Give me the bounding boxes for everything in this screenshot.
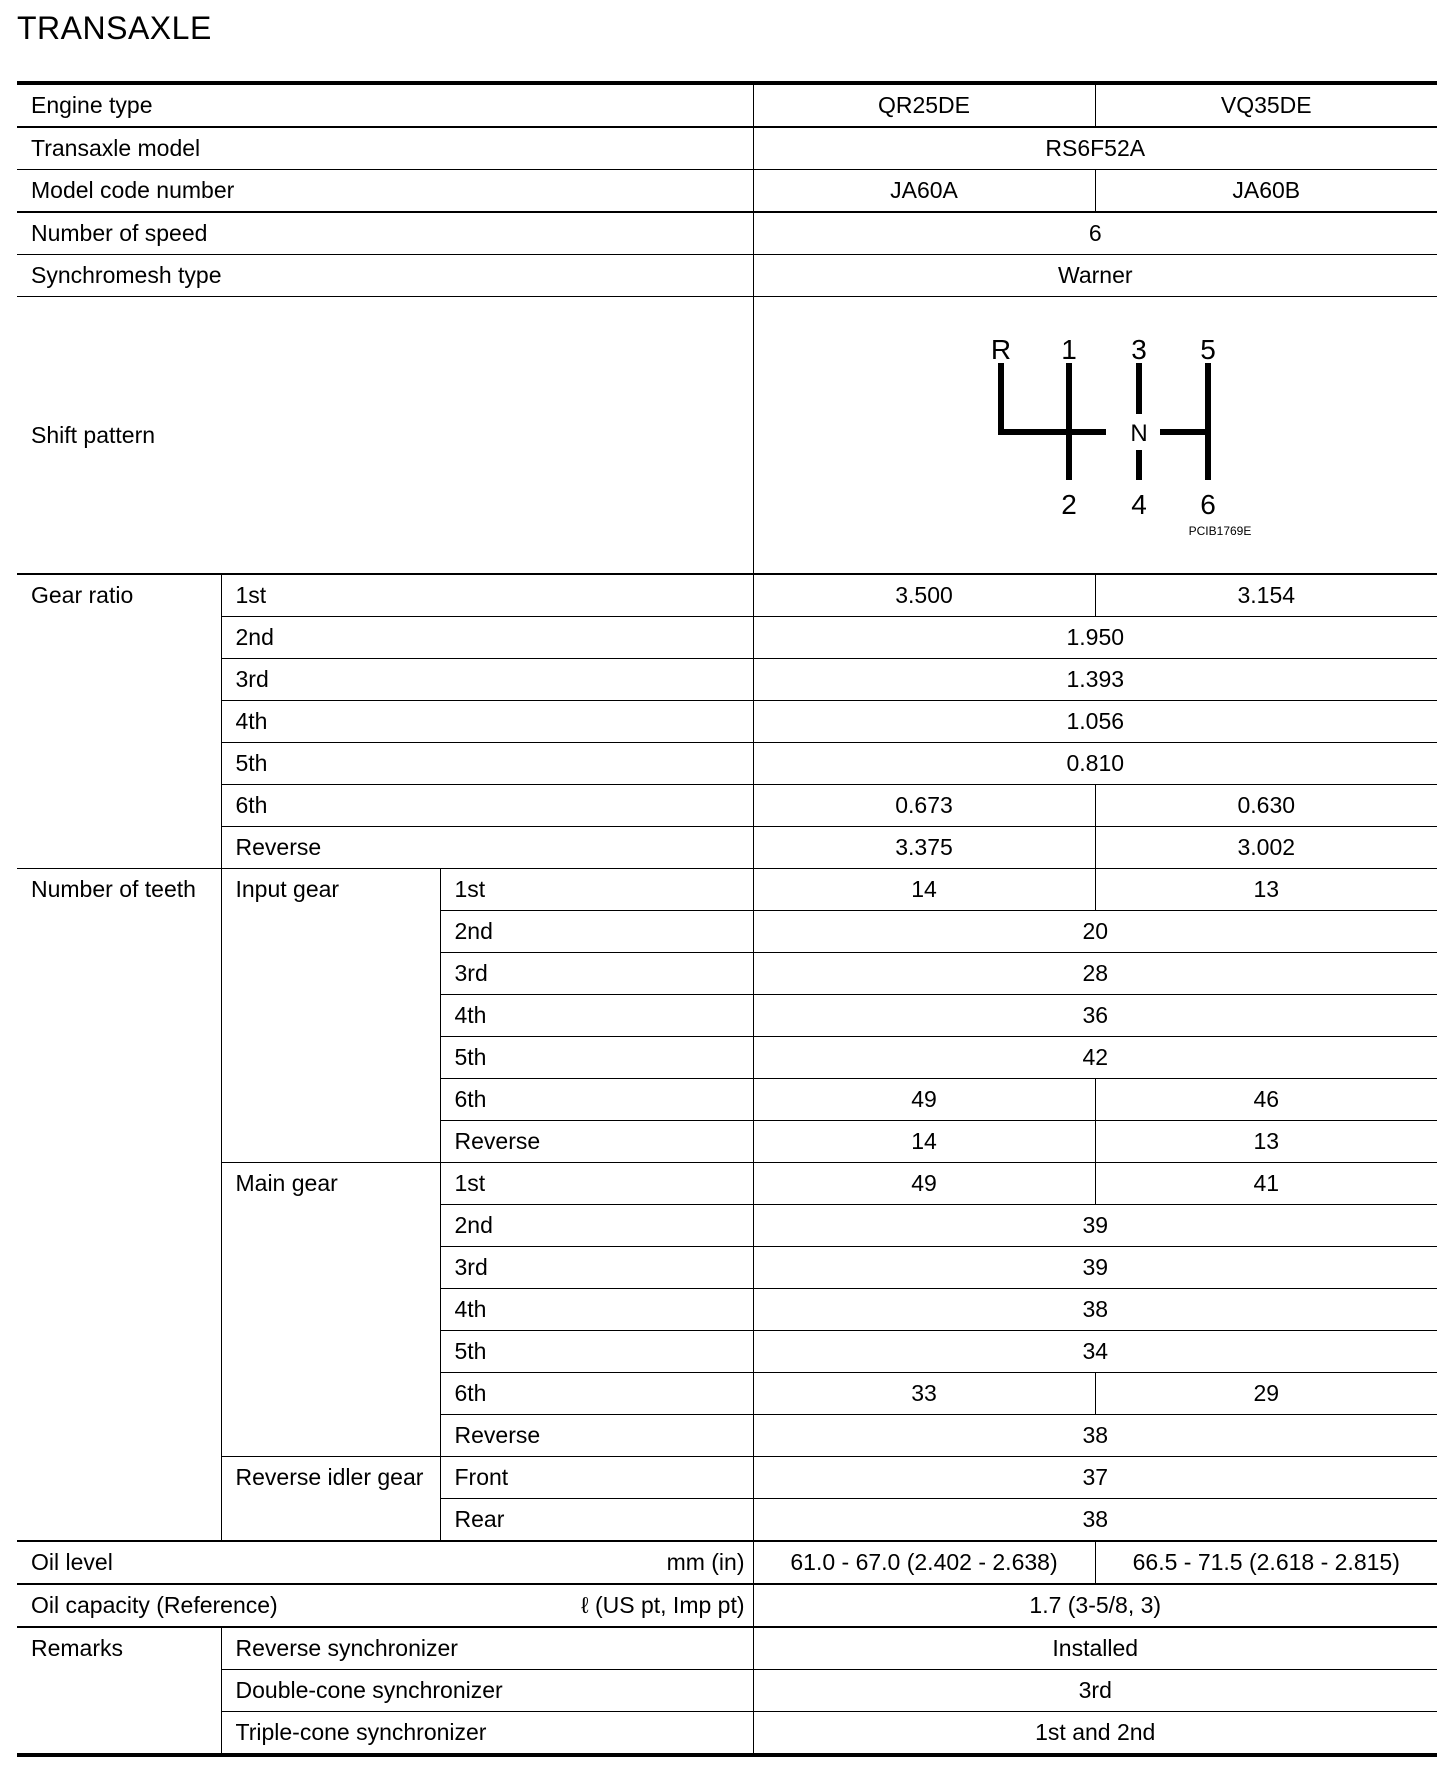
teeth-row [17, 869, 1437, 911]
value-vq35de: JA60B [1095, 170, 1437, 213]
neutral-label: N [1129, 420, 1148, 447]
remarks-label: Remarks [17, 1627, 221, 1755]
remark-item: Triple-cone synchronizer [221, 1712, 753, 1756]
value-common: 34 [753, 1331, 1437, 1373]
gear-ratio-row [17, 827, 1437, 869]
gear-label-top: 1 [1060, 334, 1077, 365]
gear-label-top: 5 [1199, 334, 1216, 365]
value-common: 6 [753, 212, 1437, 255]
gear-name: 6th [221, 785, 753, 827]
row-label: Oil capacity (Reference) [31, 1592, 278, 1618]
gear-name: 2nd [440, 1205, 753, 1247]
value-common: 1.950 [753, 617, 1437, 659]
value-common: 39 [753, 1247, 1437, 1289]
value-common: 1.7 (3-5/8, 3) [753, 1584, 1437, 1627]
value-common: 1.393 [753, 659, 1437, 701]
gear-name: Front [440, 1457, 753, 1499]
value-vq35de: 46 [1095, 1079, 1437, 1121]
value-vq35de: 3.002 [1095, 827, 1437, 869]
number-of-speed-row [17, 212, 1437, 255]
value-common: Warner [753, 255, 1437, 297]
gear-name: 5th [440, 1037, 753, 1079]
row-label: Transaxle model [17, 127, 753, 170]
oil-capacity-label-cell [17, 1584, 753, 1627]
teeth-row [17, 1163, 1437, 1205]
remark-value: 1st and 2nd [753, 1712, 1437, 1756]
value-vq35de: 66.5 - 71.5 (2.618 - 2.815) [1095, 1541, 1437, 1584]
gear-name: Reverse [440, 1121, 753, 1163]
value-common: 36 [753, 995, 1437, 1037]
gear-name: 6th [440, 1079, 753, 1121]
value-common: RS6F52A [753, 127, 1437, 170]
gear-label-bottom: 2 [1060, 489, 1077, 520]
value-qr25de: JA60A [753, 170, 1095, 213]
value-common: 37 [753, 1457, 1437, 1499]
gear-name: Reverse [221, 827, 753, 869]
value-qr25de: 49 [753, 1079, 1095, 1121]
value-qr25de: 14 [753, 1121, 1095, 1163]
value-qr25de: 3.375 [753, 827, 1095, 869]
gear-name: 4th [440, 995, 753, 1037]
gear-ratio-label: Gear ratio [17, 574, 221, 869]
value-qr25de: 14 [753, 869, 1095, 911]
value-qr25de: 33 [753, 1373, 1095, 1415]
transaxle-model-row [17, 127, 1437, 170]
value-common: 0.810 [753, 743, 1437, 785]
value-vq35de: VQ35DE [1095, 83, 1437, 127]
remark-item: Reverse synchronizer [221, 1627, 753, 1670]
value-vq35de: 13 [1095, 869, 1437, 911]
gear-label-bottom: 4 [1130, 489, 1147, 520]
value-vq35de: 29 [1095, 1373, 1437, 1415]
input-gear-label: Input gear [221, 869, 440, 1163]
value-common: 38 [753, 1415, 1437, 1457]
unit-label: mm (in) [666, 1549, 745, 1575]
gear-name: 3rd [440, 1247, 753, 1289]
gear-name: 1st [221, 574, 753, 617]
reverse-idler-gear-label: Reverse idler gear [221, 1457, 440, 1542]
row-label: Model code number [17, 170, 753, 213]
gear-name: 3rd [440, 953, 753, 995]
shift-pattern-svg [768, 297, 1438, 560]
unit-label: ℓ (US pt, Imp pt) [581, 1592, 745, 1618]
oil-capacity-row [17, 1584, 1437, 1627]
shift-pattern-row [17, 297, 1437, 575]
row-label: Engine type [17, 83, 753, 127]
value-qr25de: 49 [753, 1163, 1095, 1205]
shift-pattern-label: Shift pattern [31, 421, 156, 448]
value-qr25de: 3.500 [753, 574, 1095, 617]
transaxle-spec-table [17, 81, 1437, 1757]
oil-level-row [17, 1541, 1437, 1584]
gear-name: 2nd [440, 911, 753, 953]
gear-label-bottom: 6 [1199, 489, 1216, 520]
remark-item: Double-cone synchronizer [221, 1670, 753, 1712]
gear-name: 3rd [221, 659, 753, 701]
value-qr25de: 61.0 - 67.0 (2.402 - 2.638) [753, 1541, 1095, 1584]
shift-pattern-diagram [753, 297, 1437, 575]
page-title: TRANSAXLE [17, 10, 212, 46]
gear-name: Reverse [440, 1415, 753, 1457]
gear-ratio-row [17, 743, 1437, 785]
value-common: 28 [753, 953, 1437, 995]
value-common: 1.056 [753, 701, 1437, 743]
row-label: Number of speed [17, 212, 753, 255]
remarks-row [17, 1712, 1437, 1756]
value-common: 42 [753, 1037, 1437, 1079]
synchromesh-row [17, 255, 1437, 297]
value-common: 38 [753, 1289, 1437, 1331]
remarks-row [17, 1627, 1437, 1670]
oil-level-label-cell [17, 1541, 753, 1584]
figure-code: PCIB1769E [1188, 524, 1251, 538]
gear-ratio-row [17, 617, 1437, 659]
value-vq35de: 3.154 [1095, 574, 1437, 617]
remark-value: Installed [753, 1627, 1437, 1670]
main-gear-label: Main gear [221, 1163, 440, 1457]
value-common: 20 [753, 911, 1437, 953]
gear-name: 5th [221, 743, 753, 785]
gear-ratio-row [17, 659, 1437, 701]
gear-name: 5th [440, 1331, 753, 1373]
gear-name: 6th [440, 1373, 753, 1415]
remarks-row [17, 1670, 1437, 1712]
number-of-teeth-label: Number of teeth [17, 869, 221, 1542]
engine-type-row [17, 83, 1437, 127]
gear-name: 2nd [221, 617, 753, 659]
value-common: 39 [753, 1205, 1437, 1247]
teeth-row [17, 1457, 1437, 1499]
gear-ratio-row [17, 785, 1437, 827]
gear-name: Rear [440, 1499, 753, 1542]
row-label [17, 297, 753, 575]
gear-ratio-row [17, 701, 1437, 743]
model-code-row [17, 170, 1437, 213]
gear-name: 1st [440, 869, 753, 911]
value-vq35de: 41 [1095, 1163, 1437, 1205]
row-label: Oil level [31, 1549, 113, 1575]
gear-label-top: 3 [1130, 334, 1147, 365]
gear-ratio-row [17, 574, 1437, 617]
gear-name: 4th [440, 1289, 753, 1331]
remark-value: 3rd [753, 1670, 1437, 1712]
row-label: Synchromesh type [17, 255, 753, 297]
value-vq35de: 0.630 [1095, 785, 1437, 827]
value-qr25de: 0.673 [753, 785, 1095, 827]
gear-name: 1st [440, 1163, 753, 1205]
gear-name: 4th [221, 701, 753, 743]
value-qr25de: QR25DE [753, 83, 1095, 127]
gear-label-top: R [990, 334, 1011, 365]
value-vq35de: 13 [1095, 1121, 1437, 1163]
value-common: 38 [753, 1499, 1437, 1542]
